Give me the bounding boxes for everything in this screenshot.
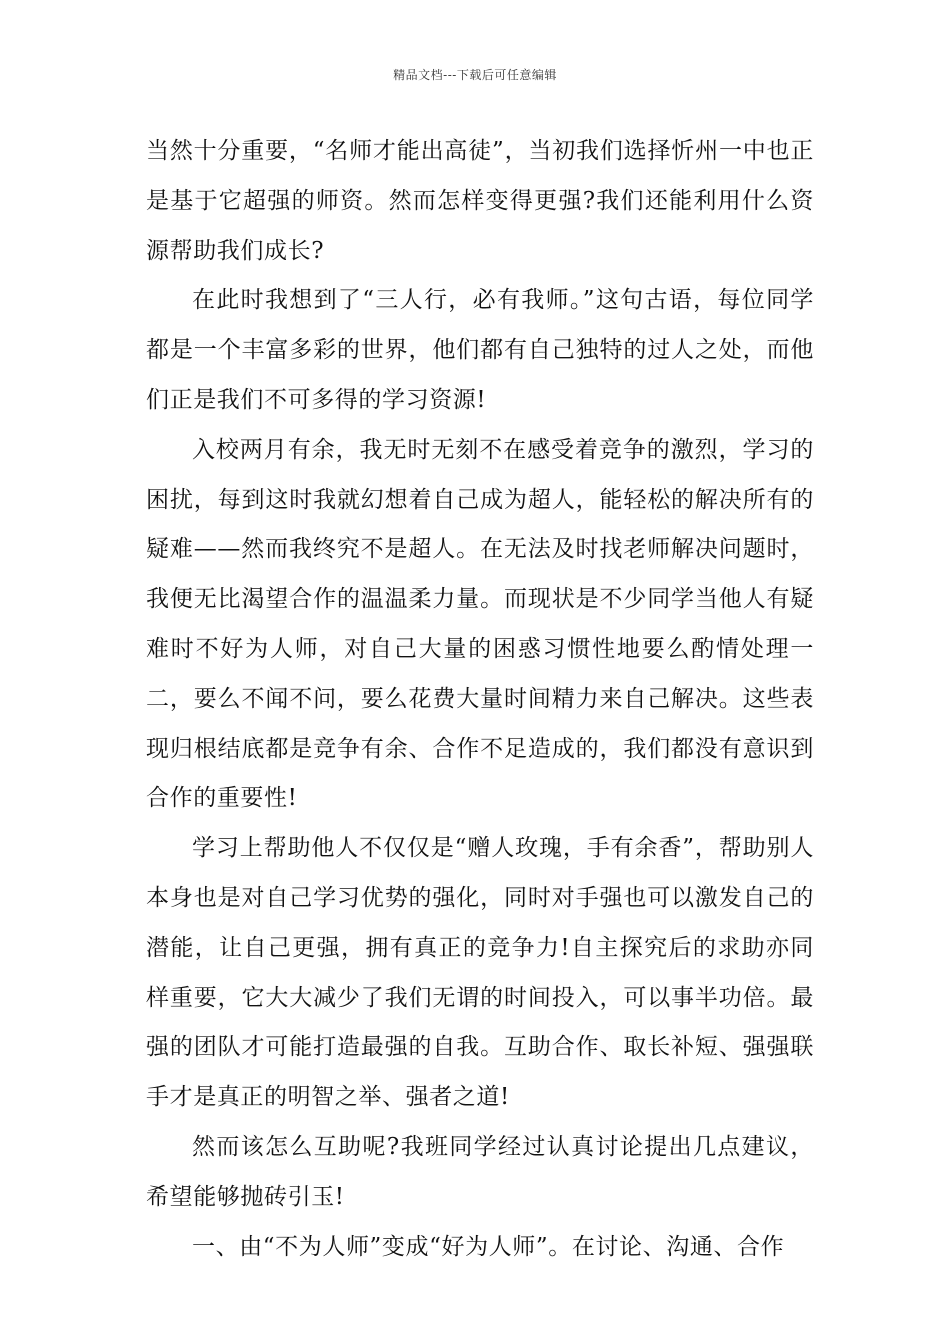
paragraph: 当然十分重要，“名师才能出高徒”，当初我们选择忻州一中也正是基于它超强的师资。然而怎样变得更强?我们还能利用什么资源帮助我们成长? (146, 138, 814, 264)
paragraph: 入校两月有余，我无时无刻不在感受着竞争的激烈，学习的困扰，每到这时我就幻想着自己成为超人，能轻松的解决所有的疑难——然而我终究不是超人。在无法及时找老师解决问题时，我便无比渴望合作的温温柔力量。而现状是不少同学当他人有疑难时不好为人师，对自己大量的困惑习惯性地要么酌情处理一二，要么不闻不问，要么花费大量时间精力来自己解决。这些表现归根结底都是竞争有余、合作不足造成的，我们都没有意识到合作的重要性! (146, 436, 814, 812)
document-body (146, 127, 814, 1272)
paragraph: 然而该怎么互助呢?我班同学经过认真讨论提出几点建议，希望能够抛砖引玉! (146, 1133, 814, 1210)
page-header: 精品文档---下载后可任意编辑 (393, 68, 557, 82)
paragraph: 在此时我想到了“三人行，必有我师。”这句古语，每位同学都是一个丰富多彩的世界，他们都有自己独特的过人之处，而他们正是我们不可多得的学习资源! (146, 287, 814, 413)
paragraph: 一、由“不为人师”变成“好为人师”。在讨论、沟通、合作 (192, 1233, 785, 1260)
paragraph: 学习上帮助他人不仅仅是“赠人玫瑰，手有余香”，帮助别人本身也是对自己学习优势的强化，同时对手强也可以激发自己的潜能，让自己更强，拥有真正的竞争力!自主探究后的求助亦同样重要，它大大减少了我们无谓的时间投入，可以事半功倍。最强的团队才可能打造最强的自我。互助合作、取长补短、强强联手才是真正的明智之举、强者之道! (146, 835, 814, 1111)
